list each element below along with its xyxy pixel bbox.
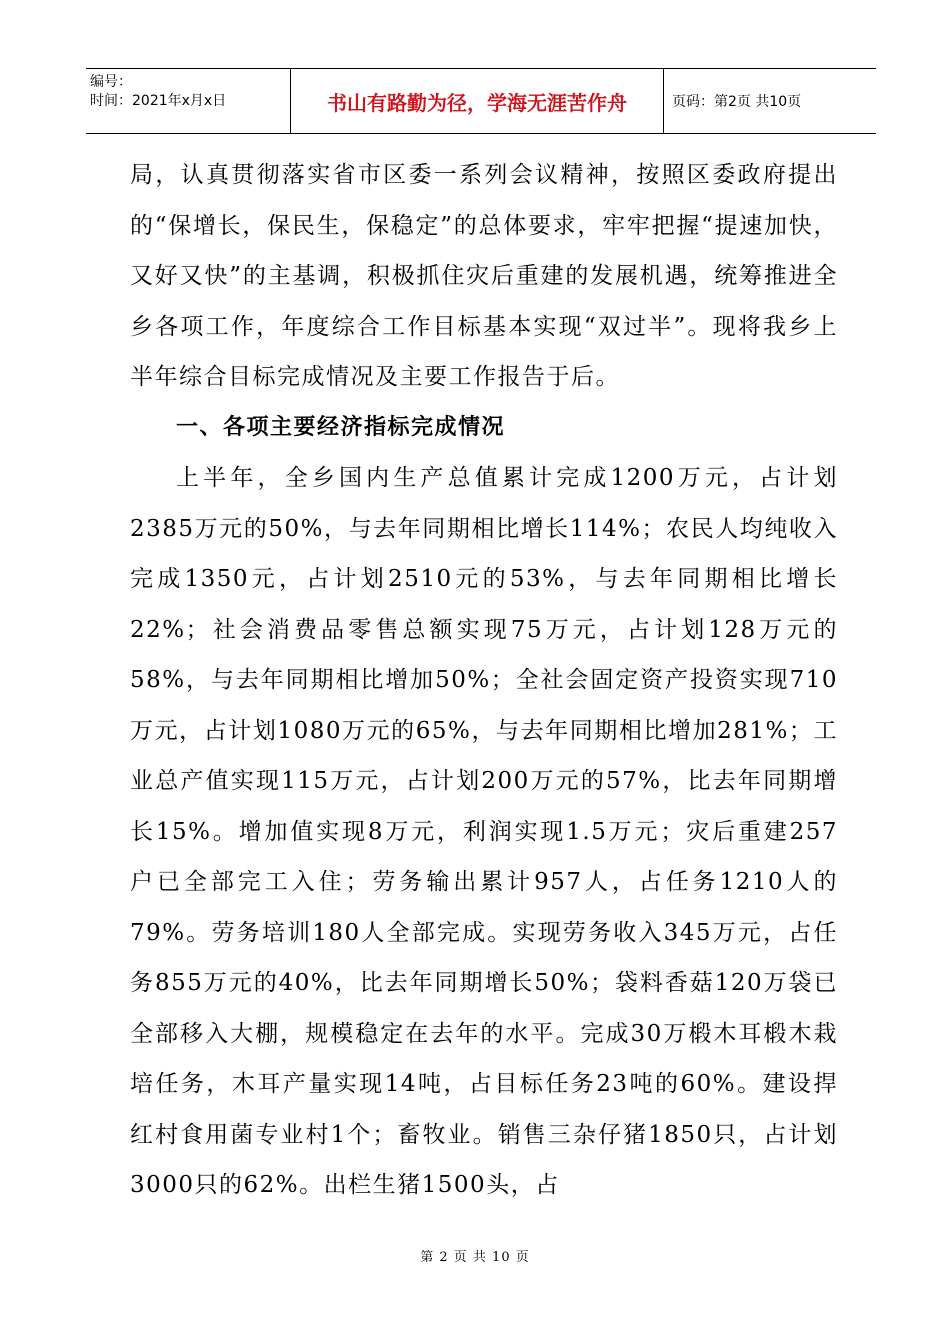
page-footer: 第 2 页 共 10 页 — [420, 1250, 530, 1265]
body-paragraph: 上半年，全乡国内生产总值累计完成1200万元，占计划2385万元的50%，与去年同期相比增长114%；农民人均纯收入完成1350元，占计划2510元的53%，与去年同期相比增长22%；社会消费品零售总额实现75万元，占计划128万元的58%，与去年同期相比增加50%；全社会固定资产投资实现710万元，占计划1080万元的65%，与去年同期相比增加281%；工业总产值实现115万元，占计划200万元的57%，比去年同期增长15%。增加值实现8万元，利润实现1.5万元；灾后重建257 户已全部完工入住；劳务输出累计957人，占任务1210人的79%。劳务培训180人全部完成。实现劳务收入345万元，占任务855万元的40%，比去年同期增长50%；袋料香菇120万袋已全部移入大棚，规模稳定在去年的水平。完成30万椴木耳椴木栽培任务，木耳产量实现14吨，占目标任务23吨的60%。建设捍红村食用菌专业村1个；畜牧业。销售三杂仔猪1850只，占计划3000只的62%。出栏生猪1500头，占 — [130, 465, 838, 1198]
header-meta — [86, 69, 290, 133]
document-number-label: 编号： — [90, 74, 132, 90]
document-time-label: 时间：2021年x月x日 — [90, 93, 227, 109]
header-page-info: 页码：第2页 共10页 — [672, 94, 802, 110]
body-paragraph: 局，认真贯彻落实省市区委一系列会议精神，按照区委政府提出的“保增长，保民生，保稳定”的总体要求，牢牢把握“提速加快，又好又快”的主基调，积极抓住灾后重建的发展机遇，统筹推进全乡各项工作，年度综合工作目标基本实现“双过半”。现将我乡上半年综合目标完成情况及主要工作报告于后。 — [130, 162, 838, 390]
document-body — [130, 150, 838, 1211]
page-header — [86, 68, 876, 134]
section-heading: 一、各项主要经济指标完成情况 — [176, 414, 506, 440]
header-motto: 书山有路勤为径，学海无涯苦作舟 — [290, 69, 664, 133]
